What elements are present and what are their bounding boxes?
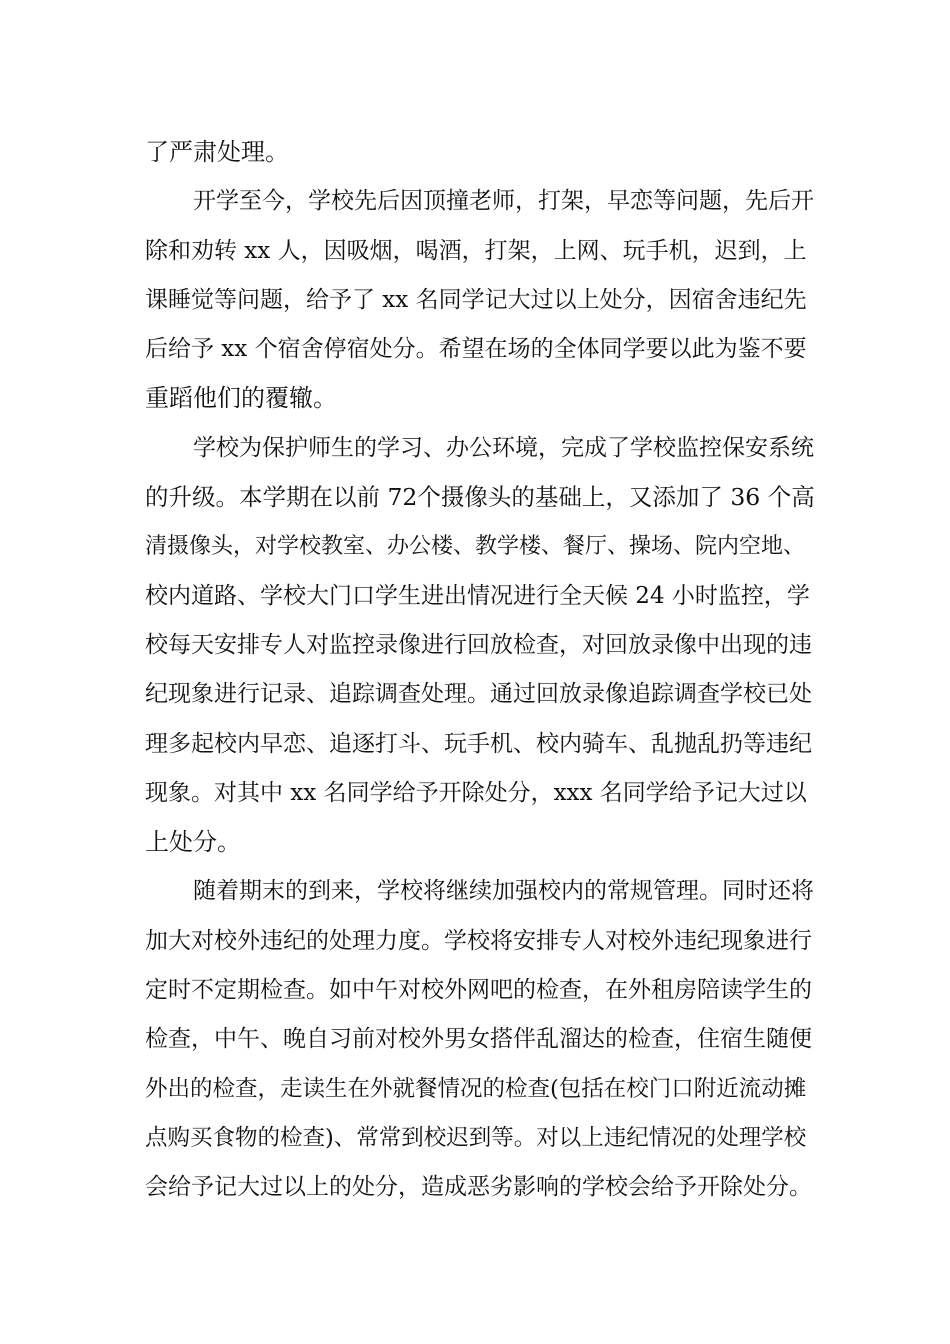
- text-line: 会给予记大过以上的处分，造成恶劣影响的学校会给予开除处分。: [145, 1174, 812, 1201]
- text-line: 校每天安排专人对监控录像进行回放检查，对回放录像中出现的违: [145, 631, 812, 658]
- text-line: 检查，中午、晚自习前对校外男女搭伴乱溜达的检查，住宿生随便: [145, 1026, 812, 1053]
- text-line: 后给予 xx 个宿舍停宿处分。希望在场的全体同学要以此为鉴不要: [145, 336, 807, 363]
- text-line: 上处分。: [145, 828, 241, 857]
- text-line: 定时不定期检查。如中午对校外网吧的检查，在外租房陪读学生的: [145, 977, 812, 1004]
- text-line: 开学至今，学校先后因顶撞老师，打架，早恋等问题，先后开: [193, 188, 814, 215]
- text-line: 纪现象进行记录、追踪调查处理。通过回放录像追踪调查学校已处: [145, 681, 812, 708]
- text-line: 的升级。本学期在以前 72个摄像头的基础上，又添加了 36 个高: [145, 483, 815, 512]
- text-line: 课睡觉等问题，给予了 xx 名同学记大过以上处分，因宿舍违纪先: [145, 286, 807, 313]
- text-line: 现象。对其中 xx 名同学给予开除处分，xxx 名同学给予记大过以: [145, 779, 807, 806]
- text-line: 校内道路、学校大门口学生进出情况进行全天候 24 小时监控，学: [145, 582, 810, 609]
- text-line: 清摄像头，对学校教室、办公楼、教学楼、餐厅、操场、院内空地、: [145, 534, 806, 560]
- text-line: 重蹈他们的覆辙。: [145, 384, 337, 413]
- text-line: 了严肃处理。: [145, 138, 289, 166]
- text-line: 点购买食物的检查)、常常到校迟到等。对以上违纪情况的处理学校: [145, 1124, 807, 1151]
- text-line: 随着期末的到来，学校将继续加强校内的常规管理。同时还将: [193, 878, 814, 905]
- body-text: [145, 128, 815, 1213]
- text-line: 除和劝转 xx 人，因吸烟，喝酒，打架，上网、玩手机，迟到，上: [145, 237, 807, 264]
- text-line: 外出的检查，走读生在外就餐情况的检查(包括在校门口附近流动摊: [145, 1075, 807, 1102]
- text-line: 加大对校外违纪的处理力度。学校将安排专人对校外违纪现象进行: [145, 927, 812, 954]
- text-line: 理多起校内早恋、追逐打斗、玩手机、校内骑车、乱抛乱扔等违纪: [145, 730, 812, 757]
- text-line: 学校为保护师生的学习、办公环境，完成了学校监控保安系统: [193, 434, 814, 461]
